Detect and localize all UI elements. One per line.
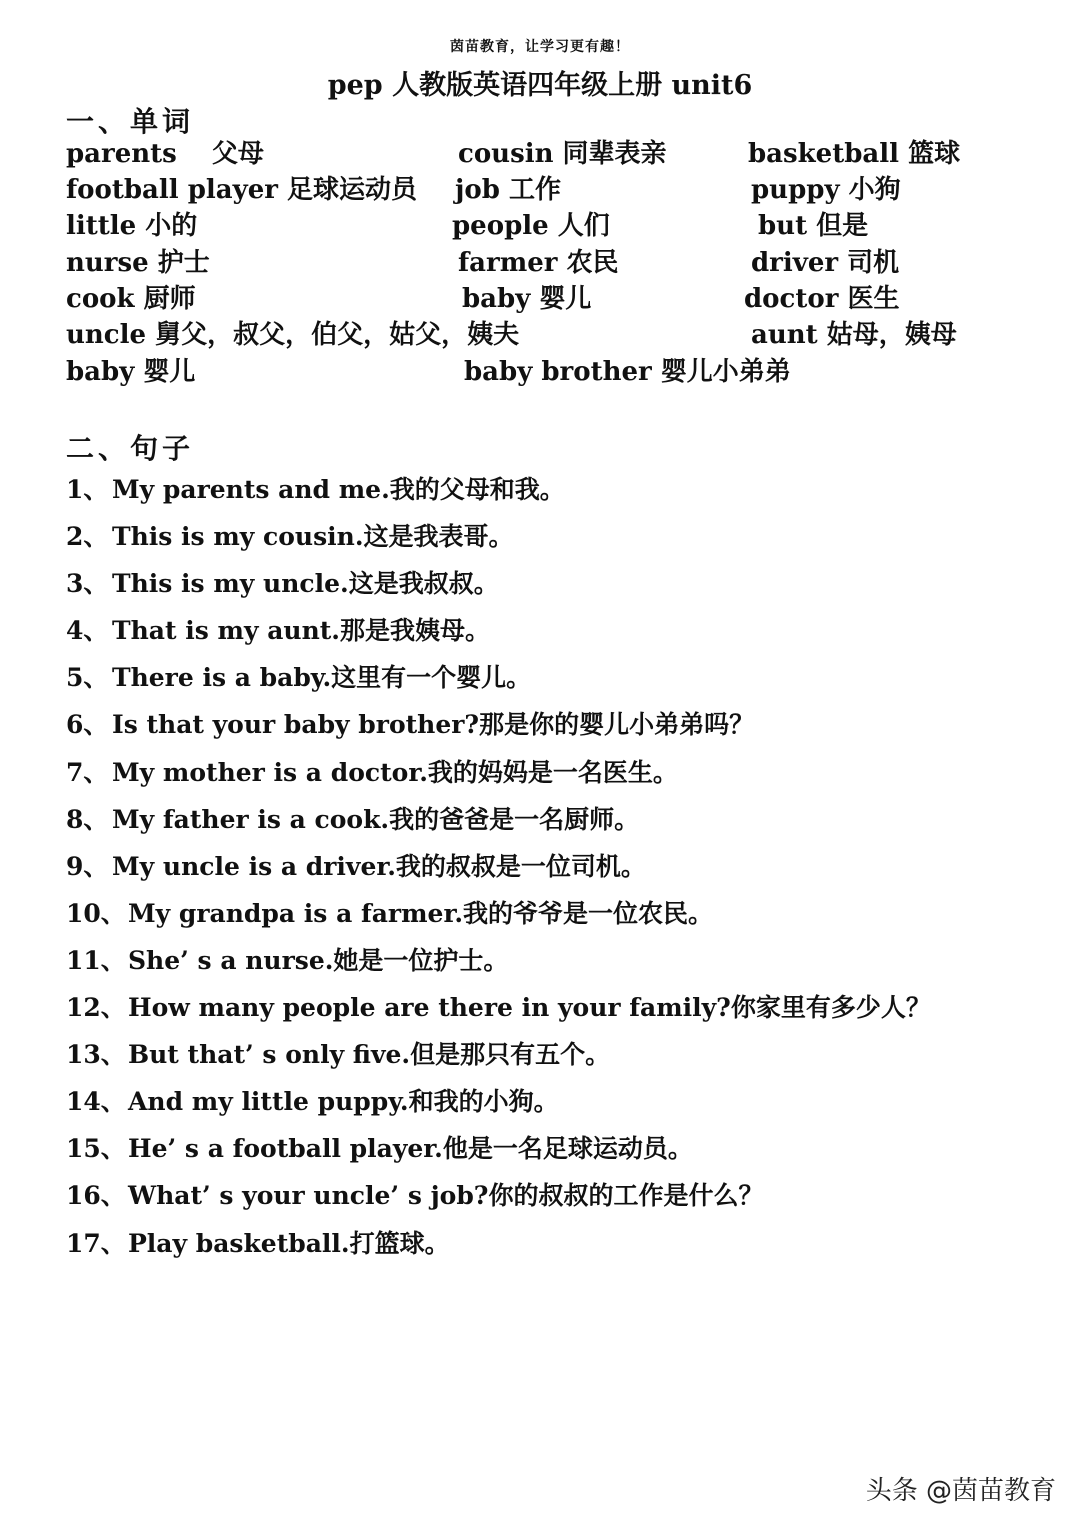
sentence-item <box>66 898 931 945</box>
vocab-item: nurse 护士 <box>66 248 210 278</box>
sentence-text: My parents and me.我的父母和我。 <box>112 475 565 504</box>
sentence-number: 11、 <box>66 945 126 975</box>
sentence-number: 7、 <box>66 757 109 787</box>
sentence-text: Is that your baby brother?那是你的婴儿小弟弟吗？ <box>112 710 755 740</box>
sentence-text: That is my aunt.那是我姨母。 <box>112 616 490 646</box>
vocab-item: but 但是 <box>758 211 869 241</box>
sentence-text: There is a baby.这里有一个婴儿。 <box>112 663 532 693</box>
sentence-number: 6、 <box>66 710 109 740</box>
vocab-item: football player 足球运动员 <box>66 175 418 205</box>
vocab-heading: 一、单词 <box>66 105 195 138</box>
sentence-item <box>66 992 931 1039</box>
sentence-item <box>66 662 931 709</box>
sentence-number: 12、 <box>66 993 126 1023</box>
sentence-item <box>66 568 931 615</box>
vocab-item: people 人们 <box>452 211 610 241</box>
sentence-text: My uncle is a driver.我的叔叔是一位司机。 <box>112 851 646 881</box>
sentence-number: 1、 <box>66 475 109 504</box>
page-title: pep 人教版英语四年级上册 unit6 <box>327 70 753 101</box>
vocab-item: basketball 篮球 <box>748 139 961 169</box>
sentence-item <box>66 709 931 756</box>
vocab-item: little 小的 <box>66 211 198 241</box>
sentence-text: This is my cousin.这是我表哥。 <box>112 522 514 552</box>
sentence-text: And my little puppy.和我的小狗。 <box>128 1087 559 1117</box>
sentence-item <box>66 757 931 804</box>
sentence-item <box>66 1133 931 1180</box>
sentence-number: 4、 <box>66 616 109 646</box>
sentence-item <box>66 945 931 992</box>
sentence-text: My father is a cook.我的爸爸是一名厨师。 <box>112 804 640 834</box>
vocab-item: aunt 姑母，姨母 <box>751 320 957 350</box>
vocab-item: cook 厨师 <box>66 284 196 314</box>
sentence-item <box>66 615 931 662</box>
vocab-item: farmer 农民 <box>458 248 619 278</box>
sentence-number: 2、 <box>66 522 109 552</box>
sentence-number: 9、 <box>66 851 109 881</box>
sentence-text: How many people are there in your family?你家里有多少人？ <box>128 993 931 1023</box>
sentence-text: My grandpa is a farmer.我的爷爷是一位农民。 <box>128 898 714 928</box>
sentence-text: This is my uncle.这是我叔叔。 <box>112 569 499 599</box>
sentence-number: 10、 <box>66 898 126 928</box>
sentence-number: 8、 <box>66 804 109 834</box>
sentence-item <box>66 1039 931 1086</box>
sentence-heading: 二、句子 <box>66 432 195 465</box>
sentence-item <box>66 521 931 568</box>
sentence-number: 3、 <box>66 569 109 599</box>
vocab-item: baby brother 婴儿小弟弟 <box>464 357 791 387</box>
sentence-text: My mother is a doctor.我的妈妈是一名医生。 <box>112 757 678 787</box>
sentence-item <box>66 474 931 521</box>
sentence-number: 14、 <box>66 1087 126 1117</box>
vocab-item: job 工作 <box>455 175 561 205</box>
sentence-item <box>66 1228 931 1275</box>
sentence-number: 15、 <box>66 1134 126 1164</box>
sentence-text: But that’ s only five.但是那只有五个。 <box>128 1040 611 1070</box>
sentence-item <box>66 1180 931 1227</box>
sentence-text: He’ s a football player.他是一名足球运动员。 <box>128 1134 693 1164</box>
vocab-item: puppy 小狗 <box>751 175 901 205</box>
sentence-text: What’ s your uncle’ s job?你的叔叔的工作是什么？ <box>128 1181 764 1211</box>
sentence-list <box>66 474 931 1275</box>
sentence-number: 16、 <box>66 1181 126 1211</box>
sentence-number: 13、 <box>66 1040 126 1070</box>
sentence-text: Play basketball.打篮球。 <box>128 1228 450 1258</box>
header-note: 茵苗教育，让学习更有趣！ <box>450 39 630 55</box>
vocab-item: parents 父母 <box>66 139 264 169</box>
watermark: 头条 @茵苗教育 <box>865 1476 1056 1506</box>
sentence-item <box>66 1086 931 1133</box>
vocab-item: baby 婴儿 <box>462 284 592 314</box>
vocab-item: cousin 同辈表亲 <box>458 139 667 169</box>
sentence-number: 5、 <box>66 663 109 693</box>
sentence-item <box>66 804 931 851</box>
vocab-item: baby 婴儿 <box>66 357 196 387</box>
vocab-item: doctor 医生 <box>744 284 900 314</box>
sentence-item <box>66 851 931 898</box>
vocab-item: uncle 舅父，叔父，伯父，姑父，姨夫 <box>66 320 520 350</box>
vocab-item: driver 司机 <box>751 248 900 278</box>
sentence-text: She’ s a nurse.她是一位护士。 <box>128 945 509 975</box>
sentence-number: 17、 <box>66 1228 126 1258</box>
